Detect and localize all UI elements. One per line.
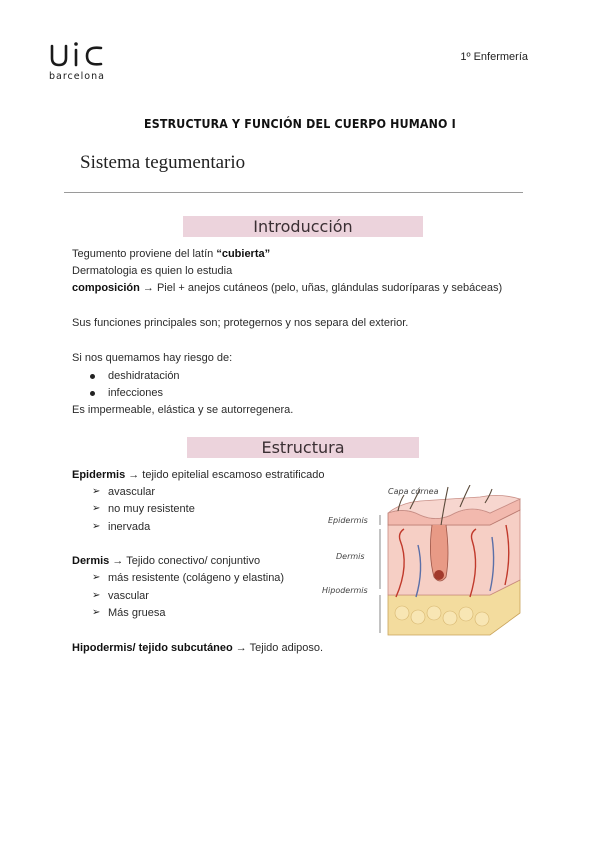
list-item-epidermis: inervada bbox=[108, 521, 151, 533]
label-stratum-corneum: Capa córnea bbox=[388, 487, 439, 496]
skin-diagram bbox=[320, 485, 532, 643]
list-item-risk: infecciones bbox=[108, 387, 164, 399]
dermis-line: Dermis → Tejido conectivo/ conjuntivo bbox=[72, 555, 261, 567]
title-divider bbox=[64, 192, 523, 193]
arrow-bullet-icon: ➢ bbox=[92, 590, 101, 601]
list-item-risk: deshidratación bbox=[108, 370, 180, 382]
intro-line-etymology: Tegumento proviene del latín “cubierta” bbox=[72, 248, 271, 260]
arrow-bullet-icon: ➢ bbox=[92, 521, 101, 532]
list-item-epidermis: no muy resistente bbox=[108, 503, 195, 515]
section-heading-estructura: Estructura bbox=[187, 437, 419, 458]
intro-line-dermatology: Dermatologia es quien lo estudia bbox=[72, 265, 233, 277]
intro-line-composition: composición → Piel + anejos cutáneos (pelo, uñas, glándulas sudoríparas y sebáceas) bbox=[72, 282, 503, 294]
arrow-bullet-icon: ➢ bbox=[92, 503, 101, 514]
label-hypodermis: Hipodermis bbox=[322, 586, 368, 595]
list-item-dermis: vascular bbox=[108, 590, 149, 602]
list-item-dermis: Más gruesa bbox=[108, 607, 166, 619]
label-dermis: Dermis bbox=[336, 552, 365, 561]
section-heading-introduccion: Introducción bbox=[183, 216, 423, 237]
course-label: 1º Enfermería bbox=[460, 51, 528, 63]
list-item-dermis: más resistente (colágeno y elastina) bbox=[108, 572, 285, 584]
bullet-dot-icon bbox=[90, 391, 95, 396]
epidermis-line: Epidermis → tejido epitelial escamoso estratificado bbox=[72, 469, 325, 481]
arrow-bullet-icon: ➢ bbox=[92, 572, 101, 583]
intro-line-properties: Es impermeable, elástica y se autorregenera. bbox=[72, 404, 294, 416]
arrow-bullet-icon: ➢ bbox=[92, 607, 101, 618]
arrow-bullet-icon: ➢ bbox=[92, 486, 101, 497]
bullet-dot-icon bbox=[90, 374, 95, 379]
document-title: ESTRUCTURA Y FUNCIÓN DEL CUERPO HUMANO I bbox=[144, 117, 456, 131]
list-item-epidermis: avascular bbox=[108, 486, 156, 498]
intro-line-functions: Sus funciones principales son; protegernos y nos separa del exterior. bbox=[72, 317, 409, 329]
intro-line-burn-risk: Si nos quemamos hay riesgo de: bbox=[72, 352, 233, 364]
label-epidermis: Epidermis bbox=[328, 516, 368, 525]
page-title: Sistema tegumentario bbox=[80, 152, 246, 173]
hypodermis-line: Hipodermis/ tejido subcutáneo → Tejido adiposo. bbox=[72, 642, 324, 654]
logo-text: barcelona bbox=[49, 71, 105, 82]
